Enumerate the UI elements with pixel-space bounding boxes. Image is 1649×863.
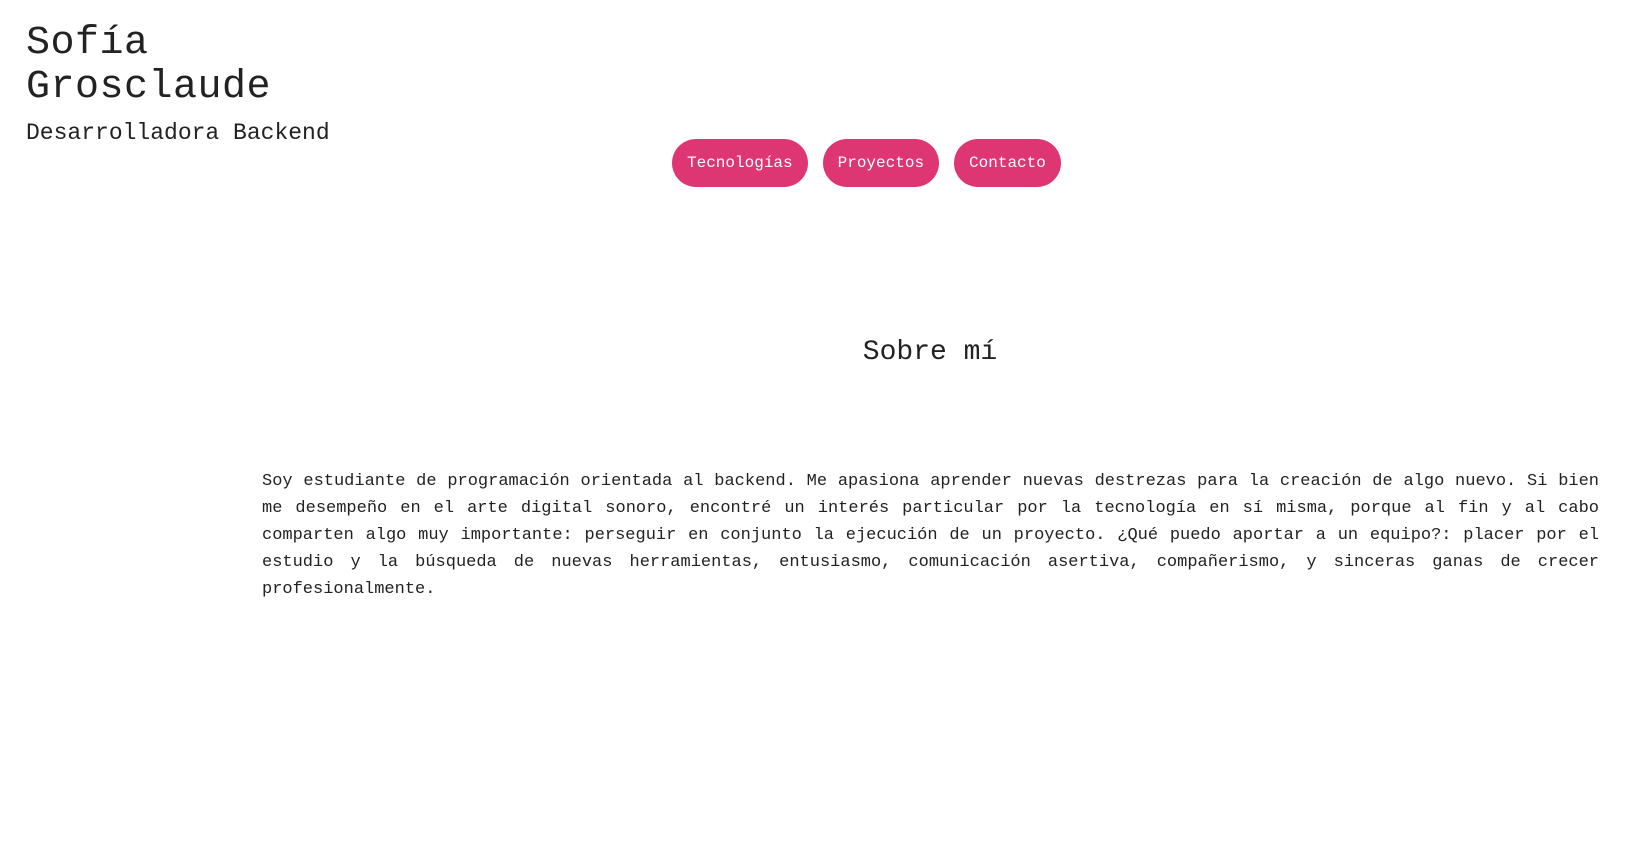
nav-tecnologias-button[interactable]: Tecnologías bbox=[672, 139, 808, 187]
main-nav bbox=[672, 139, 1061, 187]
about-text: Soy estudiante de programación orientada al backend. Me apasiona aprender nuevas destrezas para la creación de algo nuevo. Si bien me desempeño en el arte digital sonoro, encontré un interés particular por la tecnología en sí misma, porque al fin y al cabo comparten algo muy importante: perseguir en conjunto la ejecución de un proyecto. ¿Qué puedo aportar a un equipo?: placer por el estudio y la búsqueda de nuevas herramientas, entusiasmo, comunicación asertiva, compañerismo, y sinceras ganas de crecer profesionalmente. bbox=[262, 472, 1599, 599]
author-name: Sofía Grosclaude bbox=[26, 21, 272, 110]
about-title: Sobre mí bbox=[862, 337, 998, 368]
author-role: Desarrolladora Backend bbox=[26, 120, 330, 146]
nav-proyectos-button[interactable]: Proyectos bbox=[823, 139, 939, 187]
site-header bbox=[26, 22, 330, 148]
nav-contacto-button[interactable]: Contacto bbox=[954, 139, 1061, 187]
